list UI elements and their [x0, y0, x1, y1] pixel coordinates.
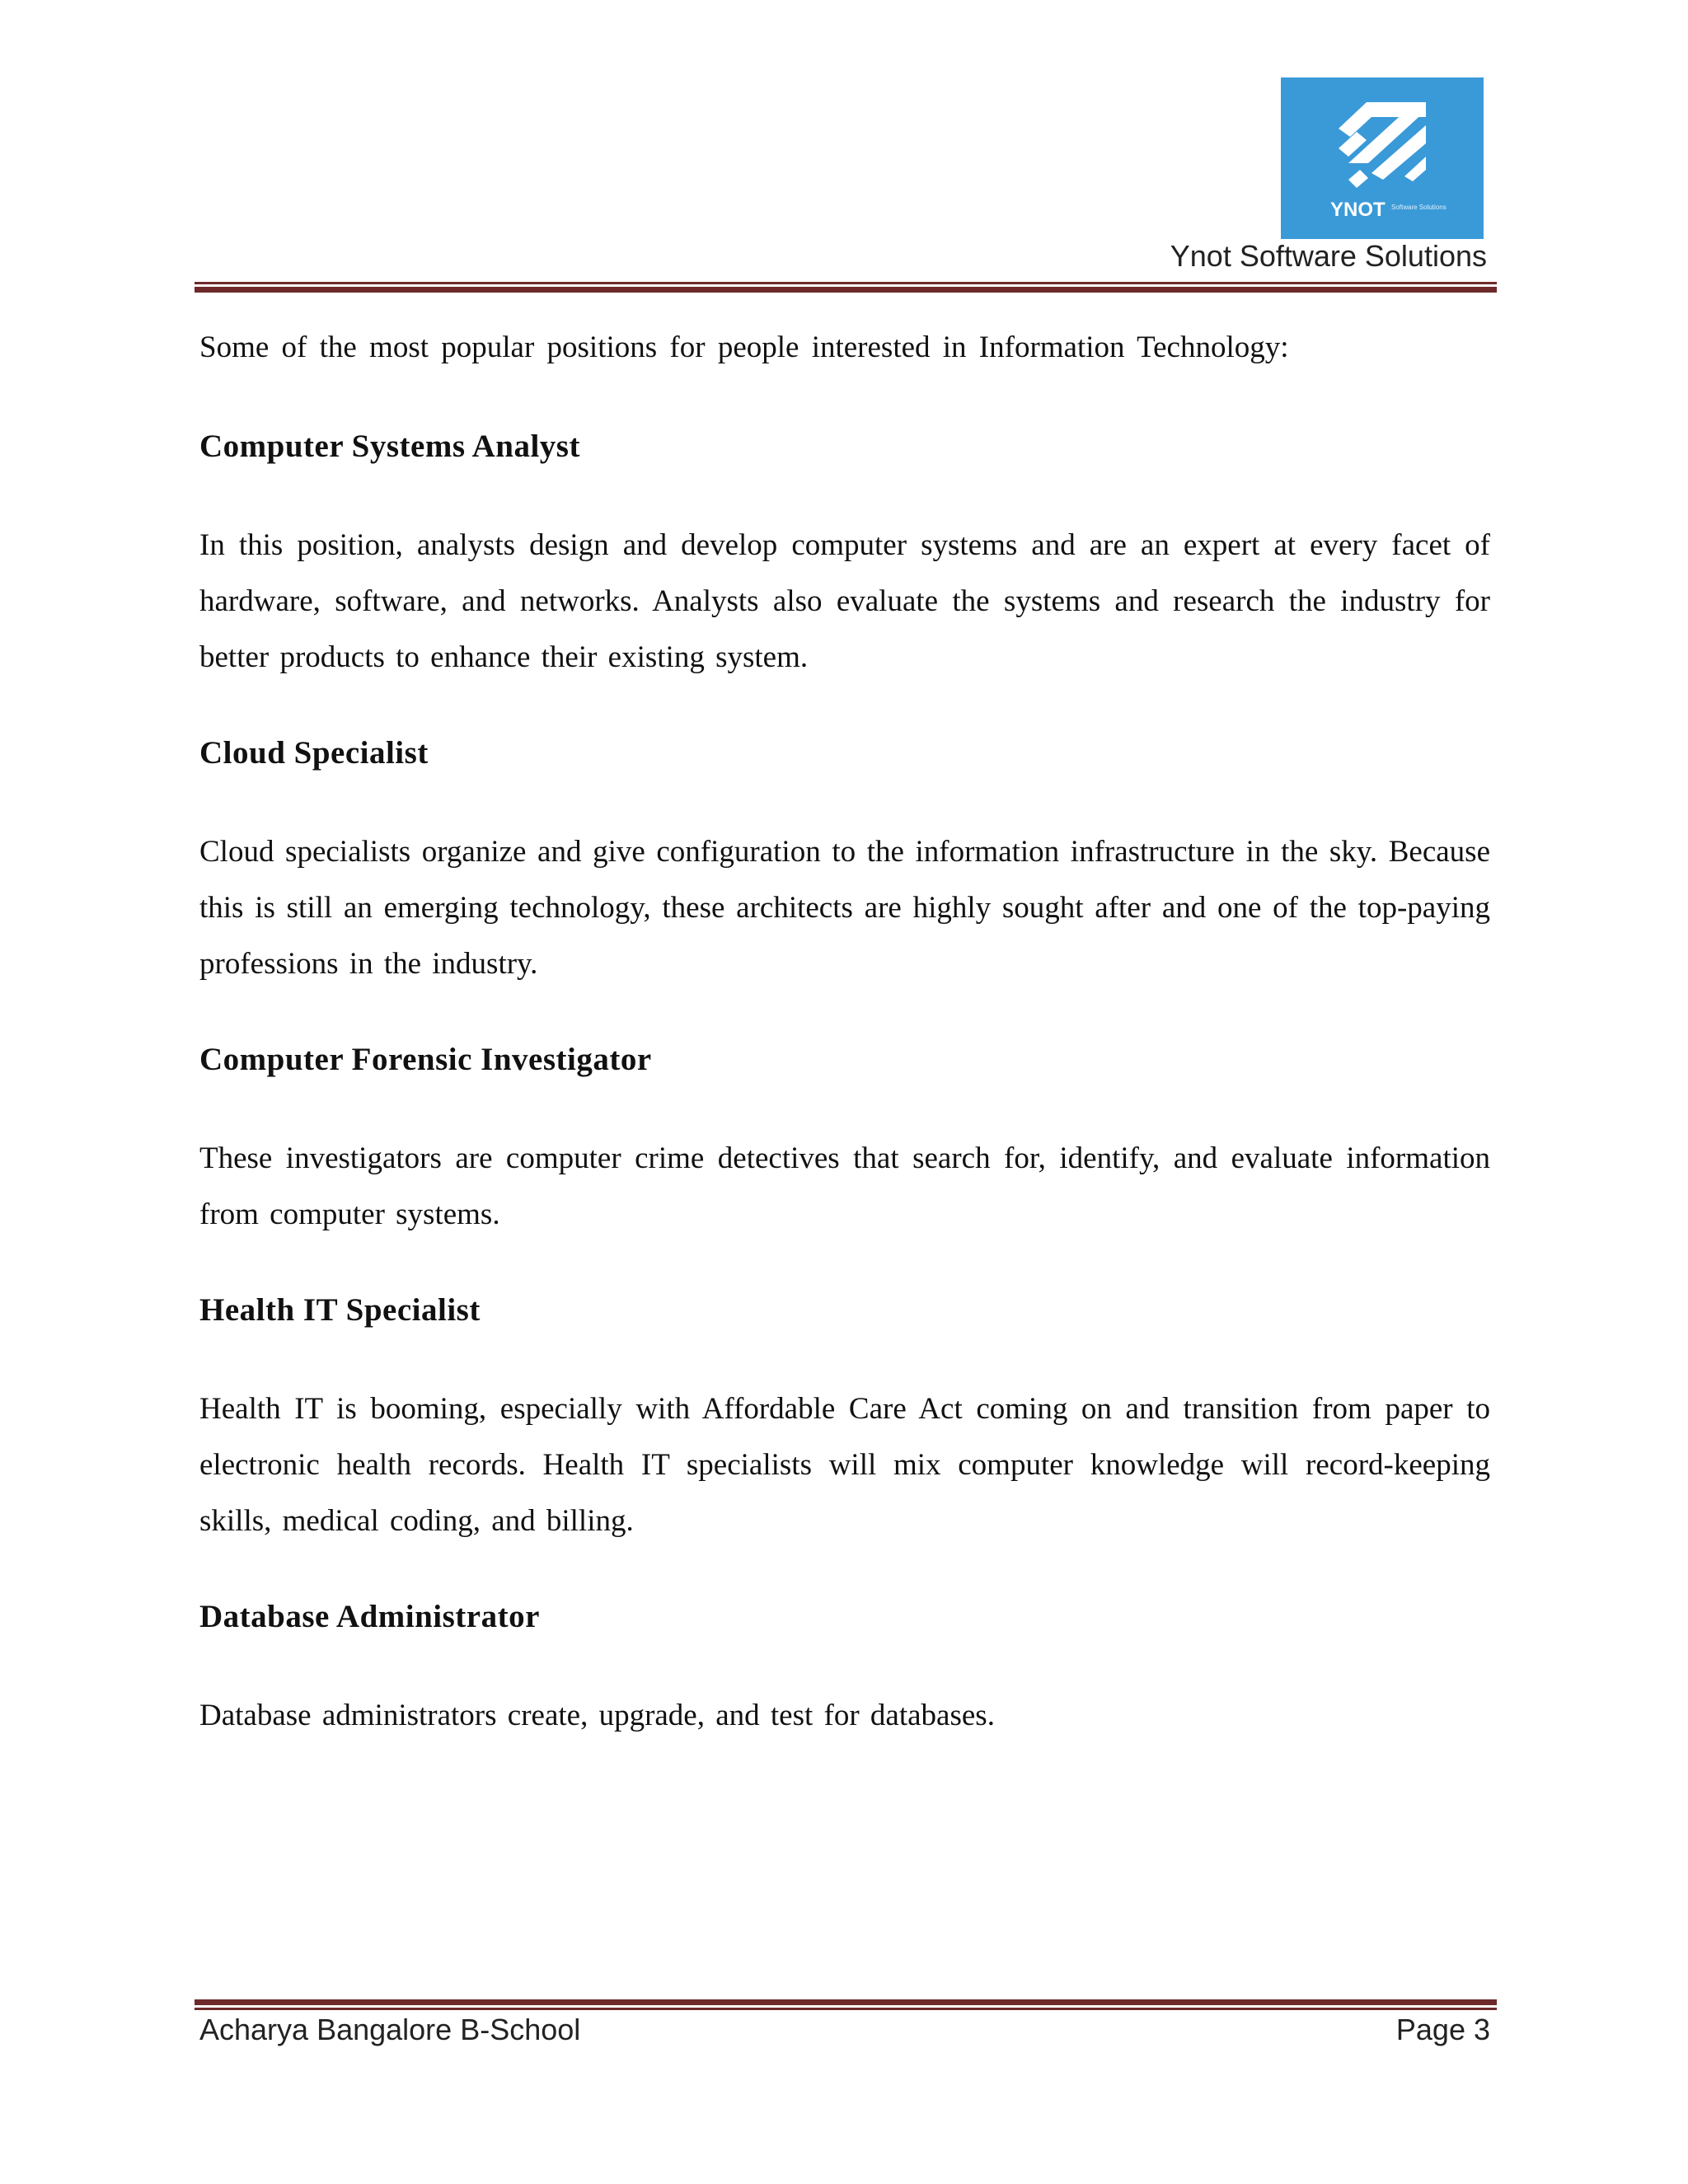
logo-subtext: Software Solutions [1391, 204, 1447, 211]
section-database-administrator [199, 1589, 1490, 1744]
section-computer-forensic-investigator [199, 1032, 1490, 1243]
section-heading: Computer Forensic Investigator [199, 1042, 652, 1077]
section-heading: Health IT Specialist [199, 1292, 481, 1328]
section-body: Cloud specialists organize and give configuration to the information infrastructure in the sky. Because this is still an emerging technology, these architects are highly sought after and one of the top-paying professions in the industry. [199, 835, 1490, 981]
section-body: In this position, analysts design and develop computer systems and are an expert at every facet of hardware, software, and networks. Analysts also evaluate the systems and research the industry for better products to enhance their existing system. [199, 528, 1490, 674]
page-content [199, 320, 1490, 1744]
section-body: Database administrators create, upgrade, and test for databases. [199, 1699, 995, 1732]
footer-page-number: Page 3 [1395, 2013, 1490, 2046]
section-heading: Database Administrator [199, 1599, 540, 1634]
section-cloud-specialist [199, 725, 1490, 992]
section-body: These investigators are computer crime detectives that search for, identify, and evaluate information from computer systems. [199, 1141, 1490, 1231]
header-rule [195, 282, 1497, 293]
section-heading: Computer Systems Analyst [199, 429, 580, 464]
section-heading: Cloud Specialist [199, 735, 429, 771]
section-computer-systems-analyst [199, 419, 1490, 686]
company-logo [1281, 77, 1484, 239]
header-title: Ynot Software Solutions [1170, 239, 1487, 273]
ynot-logo-icon [1281, 77, 1484, 239]
footer-school-name: Acharya Bangalore B-School [199, 2013, 581, 2046]
footer-rule [195, 1999, 1497, 2010]
section-body: Health IT is booming, especially with Affordable Care Act coming on and transition from paper to electronic health records. Health IT specialists will mix computer knowledge will record-keeping skills, medical coding, and billing. [199, 1392, 1490, 1538]
section-health-it-specialist [199, 1282, 1490, 1549]
intro-paragraph: Some of the most popular positions for people interested in Information Technology: [199, 330, 1289, 364]
logo-text: YNOT [1330, 199, 1386, 221]
